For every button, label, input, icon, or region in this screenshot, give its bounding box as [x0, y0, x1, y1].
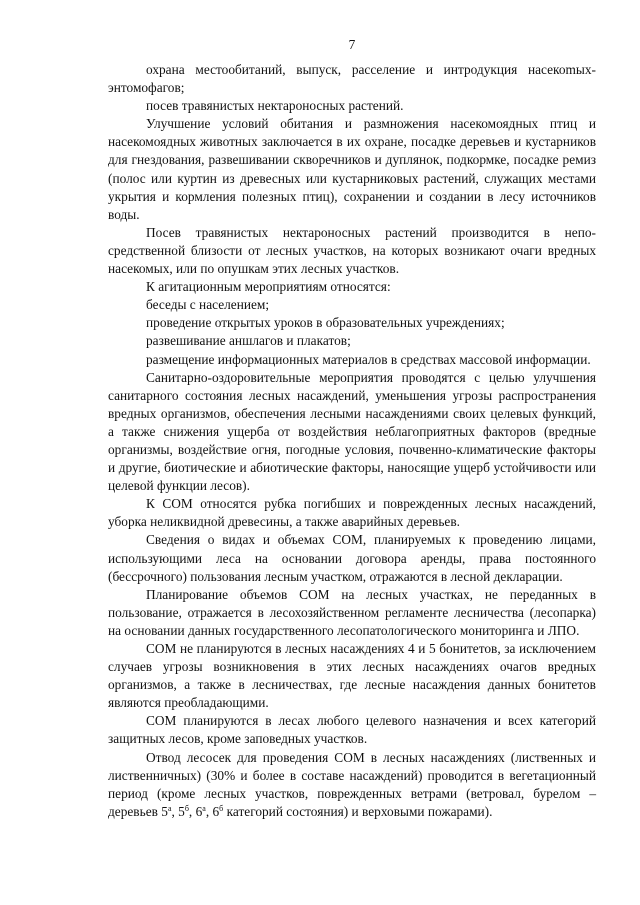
paragraph: беседы с населением; — [146, 297, 270, 313]
superscript: а — [167, 803, 172, 813]
superscript: б — [219, 803, 224, 813]
paragraph: Планирование объемов СОМ на лесных участках, не переданных в пользование, отражается в лесохозяйственном регламенте лесничества (лесопарка) на основании данных государственного лесопатологического мониторинга и ЛПО. — [108, 586, 596, 638]
paragraph: К агитационным мероприятиям относятся: — [146, 279, 391, 295]
paragraph-last — [108, 749, 596, 821]
text-run: категорий состояния) и верховыми пожарами). — [223, 803, 493, 819]
paragraph: охрана местообитаний, выпуск, расселение и интродукция насекоmых-энтомофагов; — [108, 62, 596, 96]
text-run: , 5 — [171, 803, 185, 819]
text-run: , 6 — [205, 803, 220, 819]
superscript: а — [202, 803, 206, 813]
paragraph: размещение информационных материалов в средствах массовой информации. — [146, 351, 591, 367]
body-text — [108, 61, 596, 821]
paragraph: СОМ планируются в лесах любого целевого назначения и всех категорий защитных лесов, кроме заповедных участков. — [108, 713, 596, 747]
paragraph: Санитарно-оздоровительные мероприятия проводятся с целью улучшения санитарного состояния лесных насаждений, уменьшения угрозы распространения вредных организмов, обеспечения лесными насаждениями своих целевых функций, а также снижения ущерба от воздействия неблагоприятных факторов (вредные организмы, воздействие огня, погодные условия, почвенно-климатические факторы и другие, биотические и абиотические факторы, наносящие ущерб устойчивости или целевой функции лесов). — [108, 369, 596, 494]
text-run: Отвод лесосек для проведения СОМ в лесных насаждениях (лиственных и лиственничных) (30% и более в составе насаждений) проводится в вегетационный период (кроме лесных участков, поврежденных ветрами (ветровал, бурелом – деревьев 5 — [108, 749, 596, 819]
paragraph: К СОМ относятся рубка погибших и поврежденных лесных насаждений, уборка неликвидной древесины, а также аварийных деревьев. — [108, 496, 596, 530]
paragraph: посев травянистых нектароносных растений. — [146, 98, 404, 114]
superscript: б — [184, 803, 189, 813]
paragraph: СОМ не планируются в лесных насаждениях 4 и 5 бонитетов, за исключением случаев угрозы возникновения в этих лесных насаждениях очагов вредных организмов, а также в лесничествах, где лесные насаждения данных бонитетов являются преобладающими. — [108, 641, 596, 711]
page-number: 7 — [348, 37, 356, 52]
paragraph: проведение открытых уроков в образовательных учреждениях; — [146, 315, 505, 331]
paragraph: Сведения о видах и объемах СОМ, планируемых к проведению лицами, использующими леса на основании договора аренды, права постоянного (бессрочного) пользования лесным участком, отражаются в лесной декларации. — [108, 532, 596, 584]
paragraph: развешивание аншлагов и плакатов; — [146, 333, 351, 349]
text-run: , 6 — [188, 803, 203, 819]
paragraph: Улучшение условий обитания и размножения насекомоядных птиц и насекомоядных животных заключается в их охране, посадке деревьев и кустарников для гнездования, развешивании скворечников и дуплянок, подкормке, посадке ремиз (полос или куртин из древесных или кустарниковых растений, служащих местами укрытия и кормления полезных птиц), сохранении и создании в лесу источников воды. — [108, 116, 596, 222]
paragraph: Посев травянистых нектароносных растений производится в непосредственной близости от лесных участков, на которых возникают очаги вредных насекомых, или по опушкам этих лесных участков. — [108, 224, 596, 277]
